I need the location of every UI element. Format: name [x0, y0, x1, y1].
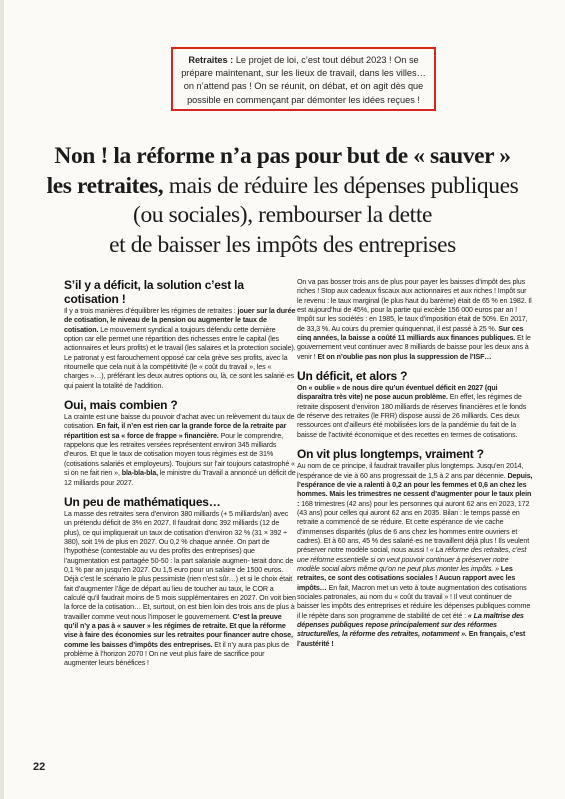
- section-title-longtemps: On vit plus longtemps, vraiment ?: [297, 447, 484, 462]
- text-italic: « La réforme des retraites, c’est une réforme essentielle si on veut pouvoir continuer à préserver notre modèle social alors même qu’on ne peut plus monter les impôts. »: [297, 546, 527, 573]
- text-bold: Et on n’oublie pas non plus la suppression de l’ISF…: [317, 352, 492, 361]
- right-column: [297, 278, 533, 649]
- text-span: La crainte est une baisse du pouvoir d’achat avec un relèvement du taux de cotisation.: [64, 413, 295, 431]
- section-title-combien: Oui, mais combien ?: [64, 398, 178, 413]
- headline-line-3: (ou sociales), rembourser la dette: [133, 202, 432, 228]
- left-column: [64, 278, 296, 669]
- text-bold: En fait, il n’en est rien car la grande force de la retraite par répartition est sa « force de frappe » financière.: [64, 422, 287, 440]
- section-body-combien: [64, 413, 296, 488]
- text-bold-italic: « La maîtrise des dépenses publiques repose principalement sur des réformes structurelles, la réforme des retraites, notamment ».: [297, 611, 524, 639]
- text-span: On va pas bosser trois ans de plus pour payer les baisses d’impôt des plus riches ! Stop aux cadeaux fiscaux aux actionnaires et aux riches ! Impôt sur le revenu : le taux marginal (le plus haut du barème) était de 65 % en 1982. Il est aujourd’hui de 45%, pour la partie qui excède 156 000 euros par an ! Impôt sur les sociétés : en 1985, le taux d’imposition était de 50%. En 2017, de 33,3 %. Au cours du premier quinquennat, il est passé à 25 %.: [297, 278, 532, 333]
- headline-line-2: [40, 172, 525, 202]
- page-edge: [0, 0, 4, 799]
- text-span: Le mouvement syndical a toujours défendu cette dernière option car elle permet une répartition des richesses entre le capital (les actionnaires et leurs profits) et le travail (les salaires et la protection sociale). Le patronat y est farouchement opposé car cela grève ses profits, avec la ritournelle que cela nuit à la compétitivité (le « coût du travail », les « charges »…), préférant les deux autres options ou, là, ce sont les salarié·es qui paient la totalité de l’addition.: [64, 325, 296, 390]
- text-span: Pour le comprendre, rappelons que les retraites versées représentent environ 345 milliards d’euros. Et que le taux de cotisation moyen tous régimes est de 31% (cotisations salariés et employeurs). Toujours sur l’air toujours catastrophé « si on ne fait rien »,: [64, 431, 295, 478]
- text-bold: jouer sur la durée de cotisation, le niveau de la pension ou augmenter le taux de cotisation.: [64, 307, 296, 334]
- section-title-deficit: Un déficit, et alors ?: [297, 369, 408, 384]
- text-bold: C’est la preuve qu’il n’y a pas à « sauver » les régimes de retraite. Et que la réforme vise à faire des économies sur les retraites pour financer autre chose, comme les baisses d’impôts des entreprises.: [64, 612, 293, 649]
- section-body-deficit: [297, 384, 533, 440]
- headline-line-4: et de baisser les impôts des entreprises: [109, 231, 456, 258]
- text-span: En effet, les régimes de retraite disposent d’environ 180 milliards de réserves financières et le fonds de réserve des retraites (le FRR) dispose aussi de 26 milliards. Ces deux ressources ont d’ailleurs été mobilisées lors de la pandémie du fait de la baisse de l’activité économique et des recettes en termes de cotisations.: [297, 393, 527, 439]
- text-span: Au nom de ce principe, il faudrait travailler plus longtemps. Jusqu’en 2014, l’espérance de vie à 60 ans progressait de 1,5 à 2 ans par décennie.: [297, 462, 524, 480]
- text-bold: Les retraites, ce sont des cotisations sociales ! Aucun rapport avec les impôts…: [297, 564, 516, 592]
- text-bold: bla-bla-bla,: [121, 469, 158, 478]
- callout-label: Retraites :: [188, 55, 234, 65]
- headline-line-1: Non ! la réforme n’a pas pour but de « sauver »: [54, 143, 511, 169]
- section-body-longtemps: [297, 462, 533, 649]
- headline-line-2-bold: les retraites,: [46, 172, 164, 199]
- page-headline: [40, 142, 525, 260]
- text-span: Il y a trois manières d’équilibrer les régimes de retraites :: [64, 307, 238, 315]
- section-body-mathematiques: [64, 510, 296, 669]
- callout-box: [171, 47, 436, 111]
- text-span: En fait, Macron met un veto à toute augmentation des cotisations sociales patronales, au nom du « coût du travail » ! Il veut continuer de baisser les impôts des entreprises et réduire les dépenses publiques comme il le répète dans son programme de stabilité de cet été :: [297, 583, 531, 620]
- section-title-mathematiques: Un peu de mathématiques…: [64, 494, 221, 509]
- text-span: Et il n’y aura pas plus de problème à l’horizon 2070 ! On ne veut plus faire de sacrifice pour augmenter leurs bénéfices !: [64, 640, 289, 668]
- callout-text: Le projet de loi, c’est tout début 2023 ! On se prépare maintenant, sur les lieux de travail, dans les villes… on n’attend pas ! On se réunit, on débat, et on agit dès que possible en commençant par démonter les idées reçues !: [181, 55, 426, 105]
- headline-line-2-rest: mais de réduire les dépenses publiques: [163, 172, 519, 199]
- text-span: 168 trimestres (42 ans) pour les personnes qui auront 62 ans en 2023, 172 (43 ans) pour celles qui auront 62 ans en 2035. Bilan : le temps passé en retraite a commencé de se réduire. Et cette espérance de vie cache d’immenses disparités (plus de 6 ans chez les hommes entre ouvriers et cadres). Et à 60 ans, 45 % des salarié·es ne travaillent déjà plus ! Ils veulent préserver notre modèle social, nous aussi !: [297, 499, 530, 555]
- section-title-cotisation: S’il y a déficit, la solution c’est la cotisation !: [64, 278, 244, 306]
- text-span: le ministre du Travail a annoncé un déficit de 12 milliards pour 2027.: [64, 469, 296, 487]
- text-bold: On « oublie » de nous dire qu’un éventuel déficit en 2027 (qui disparaîtra très vite) ne pose aucun problème.: [297, 384, 498, 402]
- text-span: Et le gouvernement veut continuer avec 8 milliards de baisse pour les deux ans à venir !: [297, 334, 531, 361]
- text-bold: En français, c’est l’austérité !: [297, 630, 526, 648]
- section-body-cotisation: [64, 307, 296, 391]
- section-body-impots: [297, 278, 533, 362]
- text-span: La masse des retraites sera d’environ 380 milliards (+ 5 milliards/an) avec un prétendu déficit de 3% en 2027. Il faudrait donc 392 milliards (12 de plus), ce qui impliquerait un taux de cotisation d’environ 32 % (31 × 392 ÷ 380), soit 1% de plus en 2027. Ou 0,2 % chaque année. On part de l’hypothèse (contestable au vu des profits des entreprises) que l’augmentation est partagée 50-50 : la part salariale augmen- terait donc de 0,1 % par an jusqu’en 2027. Ou 1,5 euro pour un salaire de 1500 euros. Déjà c’est le scénario le plus pessimiste (rien n’est sûr…) et si le choix était fait d’augmenter l’âge de départ au lieu de toucher au taux, le COR a calculé qu’il faudrait moins de 5 mois supplémentaires en 2027. On voit bien la force de la cotisation… Et, surtout, on est bien loin des trois ans de plus à travailler comme veut nous l’imposer le gouvernement.: [64, 509, 296, 621]
- text-bold: Depuis, l’espérance de vie a ralenti à 0,2 an pour les femmes et 0,6 an chez les hommes. Mais les trimestres ne cessent d’augmenter pour le taux plein :: [297, 471, 533, 508]
- text-bold: Sur ces cinq années, la baisse a coûté 11 milliards aux finances publiques.: [297, 324, 524, 343]
- page-number: 22: [33, 761, 46, 773]
